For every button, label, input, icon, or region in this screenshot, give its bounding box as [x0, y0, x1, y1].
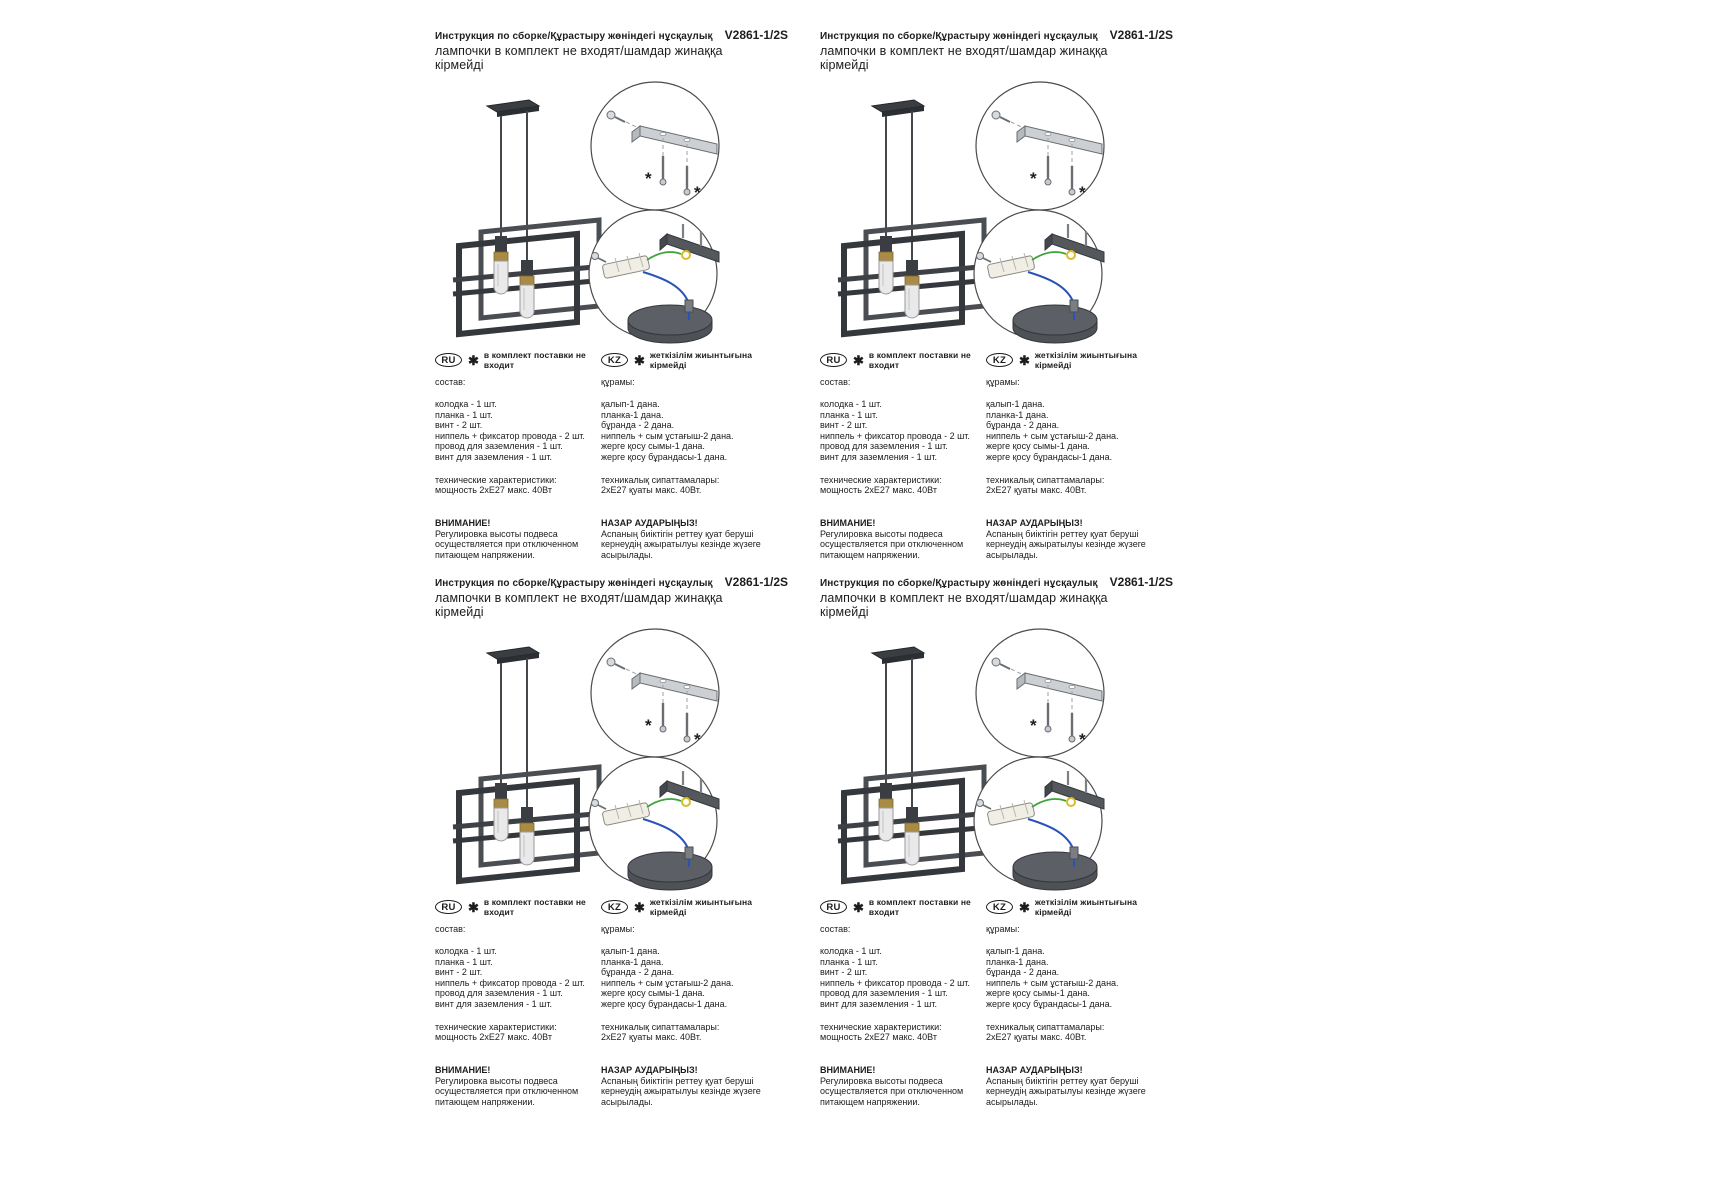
ru-lang-row: [435, 352, 595, 368]
kz-part-item: бұранда - 2 дана.: [601, 967, 675, 978]
ru-lang-row: [820, 352, 980, 368]
canopy-nipple: [1070, 300, 1078, 312]
pendant-lamp-drawing: [838, 647, 990, 881]
asterisk-icon: *: [1079, 730, 1086, 749]
asterisk-icon: ✱: [853, 352, 864, 368]
ru-tech-label: технические характеристики:: [820, 1021, 942, 1032]
socket-holder-right: [521, 260, 533, 276]
ru-part-item: провод для заземления - 1 шт.: [820, 441, 948, 452]
asterisk-icon: *: [694, 730, 701, 749]
bulbs-not-included-note: лампочки в комплект не входят/шамдар жинаққа кірмейді: [820, 591, 1108, 619]
bracket-screw-head: [992, 111, 1000, 119]
kz-tech-label: техникалық сипаттамалары:: [601, 474, 720, 485]
kz-part-item: ниппель + сым ұстағыш-2 дана.: [601, 430, 734, 441]
assembly-diagram: [820, 621, 1152, 913]
ru-language-badge: RU: [820, 900, 847, 914]
terminal-screw-head: [977, 253, 984, 260]
ru-part-item: винт - 2 шт.: [435, 967, 483, 978]
kz-column: [986, 899, 1152, 1108]
kz-warning-title: НАЗАР АУДАРЫҢЫЗ!: [986, 517, 1083, 528]
model-number: V2861-1/2S: [1109, 575, 1174, 589]
bulb-right: [520, 285, 534, 318]
bracket-hole-left: [1045, 679, 1051, 682]
bulb-left: [494, 808, 508, 841]
assembly-diagram: [435, 621, 767, 913]
bracket-screw-head: [607, 658, 615, 666]
ru-part-item: винт для заземления - 1 шт.: [435, 998, 553, 1009]
bracket-hole-right: [684, 138, 690, 141]
kz-part-item: жерге қосу сымы-1 дана.: [601, 988, 705, 999]
model-number: V2861-1/2S: [1109, 28, 1174, 42]
kz-lang-row: [601, 899, 761, 915]
socket-holder-right: [906, 807, 918, 823]
illustration-area: [435, 74, 767, 366]
instruction-title: Инструкция по сборке/Құрастыру жөніндегі нұсқаулық: [435, 31, 713, 42]
kz-tech-label: техникалық сипаттамалары:: [986, 1021, 1105, 1032]
socket-holder-left: [880, 236, 892, 252]
ru-tech-specs: [435, 1022, 595, 1043]
kz-warning: [986, 1065, 1146, 1108]
ru-part-item: винт - 2 шт.: [820, 420, 868, 431]
kz-composition-label: құрамы:: [601, 924, 635, 934]
asterisk-icon: *: [645, 169, 652, 188]
kz-warning-title: НАЗАР АУДАРЫҢЫЗ!: [601, 1064, 698, 1075]
ru-part-item: планка - 1 шт.: [820, 956, 878, 967]
illustration-area: [435, 621, 767, 913]
kz-composition-label: құрамы:: [986, 924, 1020, 934]
ru-warning: [435, 1065, 595, 1108]
kz-tech-value: 2хЕ27 қуаты макс. 40Вт.: [986, 485, 1087, 496]
ru-warning-text: Регулировка высоты подвеса осуществляется при отключенном питающем напряжении.: [435, 1075, 579, 1107]
instruction-quadrant: [435, 26, 789, 560]
bracket-hole-left: [660, 132, 666, 135]
kz-tech-value: 2хЕ27 қуаты макс. 40Вт.: [601, 1032, 702, 1043]
ru-part-item: планка - 1 шт.: [435, 956, 493, 967]
kz-part-item: жерге қосу сымы-1 дана.: [986, 441, 1090, 452]
canopy-nipple: [1070, 847, 1078, 859]
kz-warning: [986, 518, 1146, 561]
detail-circle-bracket: [976, 82, 1104, 210]
kz-part-item: ниппель + сым ұстағыш-2 дана.: [986, 430, 1119, 441]
ru-parts-list: [435, 946, 595, 1010]
text-columns: [435, 899, 767, 1108]
kz-warning-text: Аспаның биіктігін реттеу қуат беруші кернеудің ажыратылуы кезінде жүзеге асырылады.: [601, 1075, 761, 1107]
socket-holder-left: [880, 783, 892, 799]
ru-part-item: винт для заземления - 1 шт.: [820, 998, 938, 1009]
ru-part-item: колодка - 1 шт.: [820, 399, 882, 409]
asterisk-icon: ✱: [468, 899, 479, 915]
asterisk-icon: *: [1079, 183, 1086, 202]
kz-lang-row: [601, 352, 761, 368]
kz-part-item: жерге қосу бұрандасы-1 дана.: [986, 451, 1113, 462]
pendant-lamp-drawing: [453, 100, 605, 334]
kz-part-item: жерге қосу бұрандасы-1 дана.: [986, 998, 1113, 1009]
brass-socket-right: [905, 276, 919, 285]
instruction-title: Инструкция по сборке/Құрастыру жөніндегі нұсқаулық: [435, 578, 713, 589]
kz-part-item: бұранда - 2 дана.: [601, 420, 675, 431]
header-line-1: [820, 575, 1174, 589]
bracket-hole-left: [1045, 132, 1051, 135]
ru-tech-label: технические характеристики:: [820, 474, 942, 485]
kz-part-item: жерге қосу бұрандасы-1 дана.: [601, 451, 728, 462]
ru-part-item: ниппель + фиксатор провода - 2 шт.: [820, 977, 970, 988]
kz-part-item: қалып-1 дана.: [601, 399, 660, 409]
ru-parts-list: [820, 399, 980, 463]
illustration-area: [820, 621, 1152, 913]
pendant-lamp-drawing: [453, 647, 605, 881]
detail-circle-wiring: [589, 757, 719, 890]
model-number: V2861-1/2S: [724, 28, 789, 42]
model-number: V2861-1/2S: [724, 575, 789, 589]
asterisk-icon: *: [645, 716, 652, 735]
kz-column: [601, 352, 767, 561]
hanging-screw-left-head: [660, 179, 666, 185]
text-columns: [820, 899, 1152, 1108]
kz-not-included-note: жеткізілім жиынтығына кірмейді: [649, 350, 753, 370]
kz-part-item: қалып-1 дана.: [601, 946, 660, 956]
ru-parts-list: [435, 399, 595, 463]
brass-socket-right: [520, 823, 534, 832]
canopy-top: [1013, 852, 1097, 882]
kz-part-item: планка-1 дана.: [601, 409, 664, 420]
kz-column: [986, 352, 1152, 561]
detail-circle-wiring: [589, 210, 719, 343]
bulb-right: [520, 832, 534, 865]
kz-language-badge: KZ: [986, 900, 1013, 914]
kz-tech-label: техникалық сипаттамалары:: [601, 1021, 720, 1032]
asterisk-icon: ✱: [1019, 352, 1030, 368]
ru-language-badge: RU: [435, 900, 462, 914]
detail-circle-bracket: [591, 82, 719, 210]
canopy-nipple: [685, 847, 693, 859]
ru-tech-specs: [820, 475, 980, 496]
socket-holder-right: [521, 807, 533, 823]
asterisk-icon: *: [1030, 716, 1037, 735]
kz-part-item: ниппель + сым ұстағыш-2 дана.: [601, 977, 734, 988]
bracket-hole-right: [1069, 685, 1075, 688]
assembly-diagram: [820, 74, 1152, 366]
ru-parts-list: [820, 946, 980, 1010]
bulb-right: [905, 832, 919, 865]
brass-socket-left: [494, 799, 508, 808]
kz-language-badge: KZ: [601, 900, 628, 914]
bulbs-not-included-note: лампочки в комплект не входят/шамдар жинаққа кірмейді: [435, 591, 723, 619]
kz-composition-label: құрамы:: [601, 377, 635, 387]
ru-not-included-note: в комплект поставки не входит: [483, 897, 586, 917]
asterisk-icon: ✱: [1019, 899, 1030, 915]
kz-tech-value: 2хЕ27 қуаты макс. 40Вт.: [986, 1032, 1087, 1043]
kz-warning-text: Аспаның биіктігін реттеу қуат беруші кернеудің ажыратылуы кезінде жүзеге асырылады.: [986, 528, 1146, 560]
kz-tech-specs: [601, 1022, 761, 1043]
kz-part-item: планка-1 дана.: [986, 956, 1049, 967]
quadrant-header: [435, 573, 789, 619]
ru-warning-title: ВНИМАНИЕ!: [820, 517, 876, 528]
brass-socket-right: [905, 823, 919, 832]
kz-language-badge: KZ: [601, 353, 628, 367]
ru-warning-title: ВНИМАНИЕ!: [435, 1064, 491, 1075]
detail-circle-wiring: [974, 210, 1104, 343]
ru-tech-label: технические характеристики:: [435, 1021, 557, 1032]
ru-part-item: ниппель + фиксатор провода - 2 шт.: [820, 430, 970, 441]
canopy-top: [628, 305, 712, 335]
illustration-area: [820, 74, 1152, 366]
kz-part-item: қалып-1 дана.: [986, 399, 1045, 409]
terminal-screw-head: [592, 253, 599, 260]
ru-part-item: винт для заземления - 1 шт.: [435, 451, 553, 462]
terminal-screw-head: [592, 800, 599, 807]
header-line-1: [820, 28, 1174, 42]
kz-lang-row: [986, 899, 1146, 915]
kz-warning-title: НАЗАР АУДАРЫҢЫЗ!: [601, 517, 698, 528]
ru-part-item: колодка - 1 шт.: [820, 946, 882, 956]
kz-column: [601, 899, 767, 1108]
header-line-1: [435, 575, 789, 589]
kz-lang-row: [986, 352, 1146, 368]
kz-warning-title: НАЗАР АУДАРЫҢЫЗ!: [986, 1064, 1083, 1075]
ru-warning-text: Регулировка высоты подвеса осуществляется при отключенном питающем напряжении.: [820, 528, 964, 560]
bulbs-not-included-note: лампочки в комплект не входят/шамдар жинаққа кірмейді: [435, 44, 723, 72]
instruction-quadrant: [435, 573, 789, 1107]
kz-not-included-note: жеткізілім жиынтығына кірмейді: [1034, 350, 1138, 370]
ru-warning: [820, 518, 980, 561]
text-columns: [820, 352, 1152, 561]
kz-parts-list: [601, 399, 761, 463]
ru-tech-value: мощность 2хЕ27 макс. 40Вт: [820, 1032, 937, 1043]
hanging-screw-left-head: [1045, 726, 1051, 732]
ru-tech-value: мощность 2хЕ27 макс. 40Вт: [435, 1032, 552, 1043]
ru-tech-value: мощность 2хЕ27 макс. 40Вт: [820, 485, 937, 496]
terminal-screw-head: [977, 800, 984, 807]
brass-socket-right: [520, 276, 534, 285]
kz-part-item: бұранда - 2 дана.: [986, 967, 1060, 978]
kz-tech-specs: [986, 1022, 1146, 1043]
kz-part-item: жерге қосу сымы-1 дана.: [986, 988, 1090, 999]
kz-tech-label: техникалық сипаттамалары:: [986, 474, 1105, 485]
ru-part-item: ниппель + фиксатор провода - 2 шт.: [435, 430, 585, 441]
ru-part-item: планка - 1 шт.: [820, 409, 878, 420]
brass-socket-left: [879, 799, 893, 808]
assembly-diagram: [435, 74, 767, 366]
detail-circle-wiring: [974, 757, 1104, 890]
hanging-screw-right-head: [1069, 189, 1075, 195]
ru-column: [820, 899, 986, 1108]
detail-circle-bracket: [591, 629, 719, 757]
kz-not-included-note: жеткізілім жиынтығына кірмейді: [1034, 897, 1138, 917]
bulb-left: [879, 808, 893, 841]
pendant-lamp-drawing: [838, 100, 990, 334]
instruction-quadrant: [820, 26, 1174, 560]
ru-part-item: колодка - 1 шт.: [435, 399, 497, 409]
ru-not-included-note: в комплект поставки не входит: [868, 350, 971, 370]
hanging-screw-right-head: [1069, 736, 1075, 742]
ru-warning-title: ВНИМАНИЕ!: [820, 1064, 876, 1075]
brass-socket-left: [879, 252, 893, 261]
asterisk-icon: ✱: [634, 899, 645, 915]
ru-language-badge: RU: [435, 353, 462, 367]
bulbs-not-included-note: лампочки в комплект не входят/шамдар жинаққа кірмейді: [820, 44, 1108, 72]
text-columns: [435, 352, 767, 561]
kz-not-included-note: жеткізілім жиынтығына кірмейді: [649, 897, 753, 917]
ru-warning-text: Регулировка высоты подвеса осуществляется при отключенном питающем напряжении.: [820, 1075, 964, 1107]
kz-part-item: жерге қосу бұрандасы-1 дана.: [601, 998, 728, 1009]
quadrant-header: [820, 26, 1174, 72]
bulb-right: [905, 285, 919, 318]
socket-holder-left: [495, 236, 507, 252]
ru-part-item: ниппель + фиксатор провода - 2 шт.: [435, 977, 585, 988]
kz-part-item: жерге қосу сымы-1 дана.: [601, 441, 705, 452]
ru-tech-specs: [820, 1022, 980, 1043]
brass-socket-left: [494, 252, 508, 261]
ru-column: [820, 352, 986, 561]
hanging-screw-right-head: [684, 189, 690, 195]
canopy-nipple: [685, 300, 693, 312]
kz-part-item: қалып-1 дана.: [986, 946, 1045, 956]
asterisk-icon: *: [1030, 169, 1037, 188]
ru-part-item: винт - 2 шт.: [435, 420, 483, 431]
ru-tech-label: технические характеристики:: [435, 474, 557, 485]
kz-warning: [601, 518, 761, 561]
kz-warning-text: Аспаның биіктігін реттеу қуат беруші кернеудің ажыратылуы кезінде жүзеге асырылады.: [601, 528, 761, 560]
bracket-hole-right: [684, 685, 690, 688]
canopy-top: [1013, 305, 1097, 335]
canopy-top: [628, 852, 712, 882]
asterisk-icon: *: [694, 183, 701, 202]
quadrant-header: [435, 26, 789, 72]
ru-part-item: провод для заземления - 1 шт.: [435, 988, 563, 999]
bracket-screw-head: [992, 658, 1000, 666]
ru-composition-label: состав:: [435, 924, 466, 934]
kz-warning-text: Аспаның биіктігін реттеу қуат беруші кернеудің ажыратылуы кезінде жүзеге асырылады.: [986, 1075, 1146, 1107]
ru-column: [435, 899, 601, 1108]
kz-language-badge: KZ: [986, 353, 1013, 367]
kz-tech-specs: [986, 475, 1146, 496]
hanging-screw-left-head: [660, 726, 666, 732]
quadrant-header: [820, 573, 1174, 619]
kz-part-item: бұранда - 2 дана.: [986, 420, 1060, 431]
ru-lang-row: [435, 899, 595, 915]
ru-warning: [435, 518, 595, 561]
ru-composition-label: состав:: [820, 924, 851, 934]
bracket-hole-left: [660, 679, 666, 682]
ru-part-item: провод для заземления - 1 шт.: [820, 988, 948, 999]
ru-lang-row: [820, 899, 980, 915]
ru-warning: [820, 1065, 980, 1108]
ru-part-item: провод для заземления - 1 шт.: [435, 441, 563, 452]
ru-composition-label: состав:: [820, 377, 851, 387]
ru-part-item: колодка - 1 шт.: [435, 946, 497, 956]
kz-tech-value: 2хЕ27 қуаты макс. 40Вт.: [601, 485, 702, 496]
bracket-hole-right: [1069, 138, 1075, 141]
ru-language-badge: RU: [820, 353, 847, 367]
bracket-screw-head: [607, 111, 615, 119]
ru-part-item: планка - 1 шт.: [435, 409, 493, 420]
ru-column: [435, 352, 601, 561]
instruction-title: Инструкция по сборке/Құрастыру жөніндегі нұсқаулық: [820, 578, 1098, 589]
ru-not-included-note: в комплект поставки не входит: [483, 350, 586, 370]
hanging-screw-right-head: [684, 736, 690, 742]
kz-part-item: планка-1 дана.: [601, 956, 664, 967]
kz-part-item: ниппель + сым ұстағыш-2 дана.: [986, 977, 1119, 988]
ru-warning-title: ВНИМАНИЕ!: [435, 517, 491, 528]
kz-composition-label: құрамы:: [986, 377, 1020, 387]
instruction-quadrant: [820, 573, 1174, 1107]
ru-warning-text: Регулировка высоты подвеса осуществляется при отключенном питающем напряжении.: [435, 528, 579, 560]
bulb-left: [879, 261, 893, 294]
detail-circle-bracket: [976, 629, 1104, 757]
ru-not-included-note: в комплект поставки не входит: [868, 897, 971, 917]
header-line-1: [435, 28, 789, 42]
ru-tech-value: мощность 2хЕ27 макс. 40Вт: [435, 485, 552, 496]
asterisk-icon: ✱: [468, 352, 479, 368]
instruction-title: Инструкция по сборке/Құрастыру жөніндегі нұсқаулық: [820, 31, 1098, 42]
asterisk-icon: ✱: [634, 352, 645, 368]
ru-part-item: винт - 2 шт.: [820, 967, 868, 978]
socket-holder-left: [495, 783, 507, 799]
hanging-screw-left-head: [1045, 179, 1051, 185]
kz-tech-specs: [601, 475, 761, 496]
ru-tech-specs: [435, 475, 595, 496]
kz-parts-list: [986, 399, 1146, 463]
asterisk-icon: ✱: [853, 899, 864, 915]
kz-warning: [601, 1065, 761, 1108]
kz-parts-list: [601, 946, 761, 1010]
socket-holder-right: [906, 260, 918, 276]
kz-parts-list: [986, 946, 1146, 1010]
ru-composition-label: состав:: [435, 377, 466, 387]
bulb-left: [494, 261, 508, 294]
kz-part-item: планка-1 дана.: [986, 409, 1049, 420]
ru-part-item: винт для заземления - 1 шт.: [820, 451, 938, 462]
quadrant-grid: [435, 26, 1174, 1107]
